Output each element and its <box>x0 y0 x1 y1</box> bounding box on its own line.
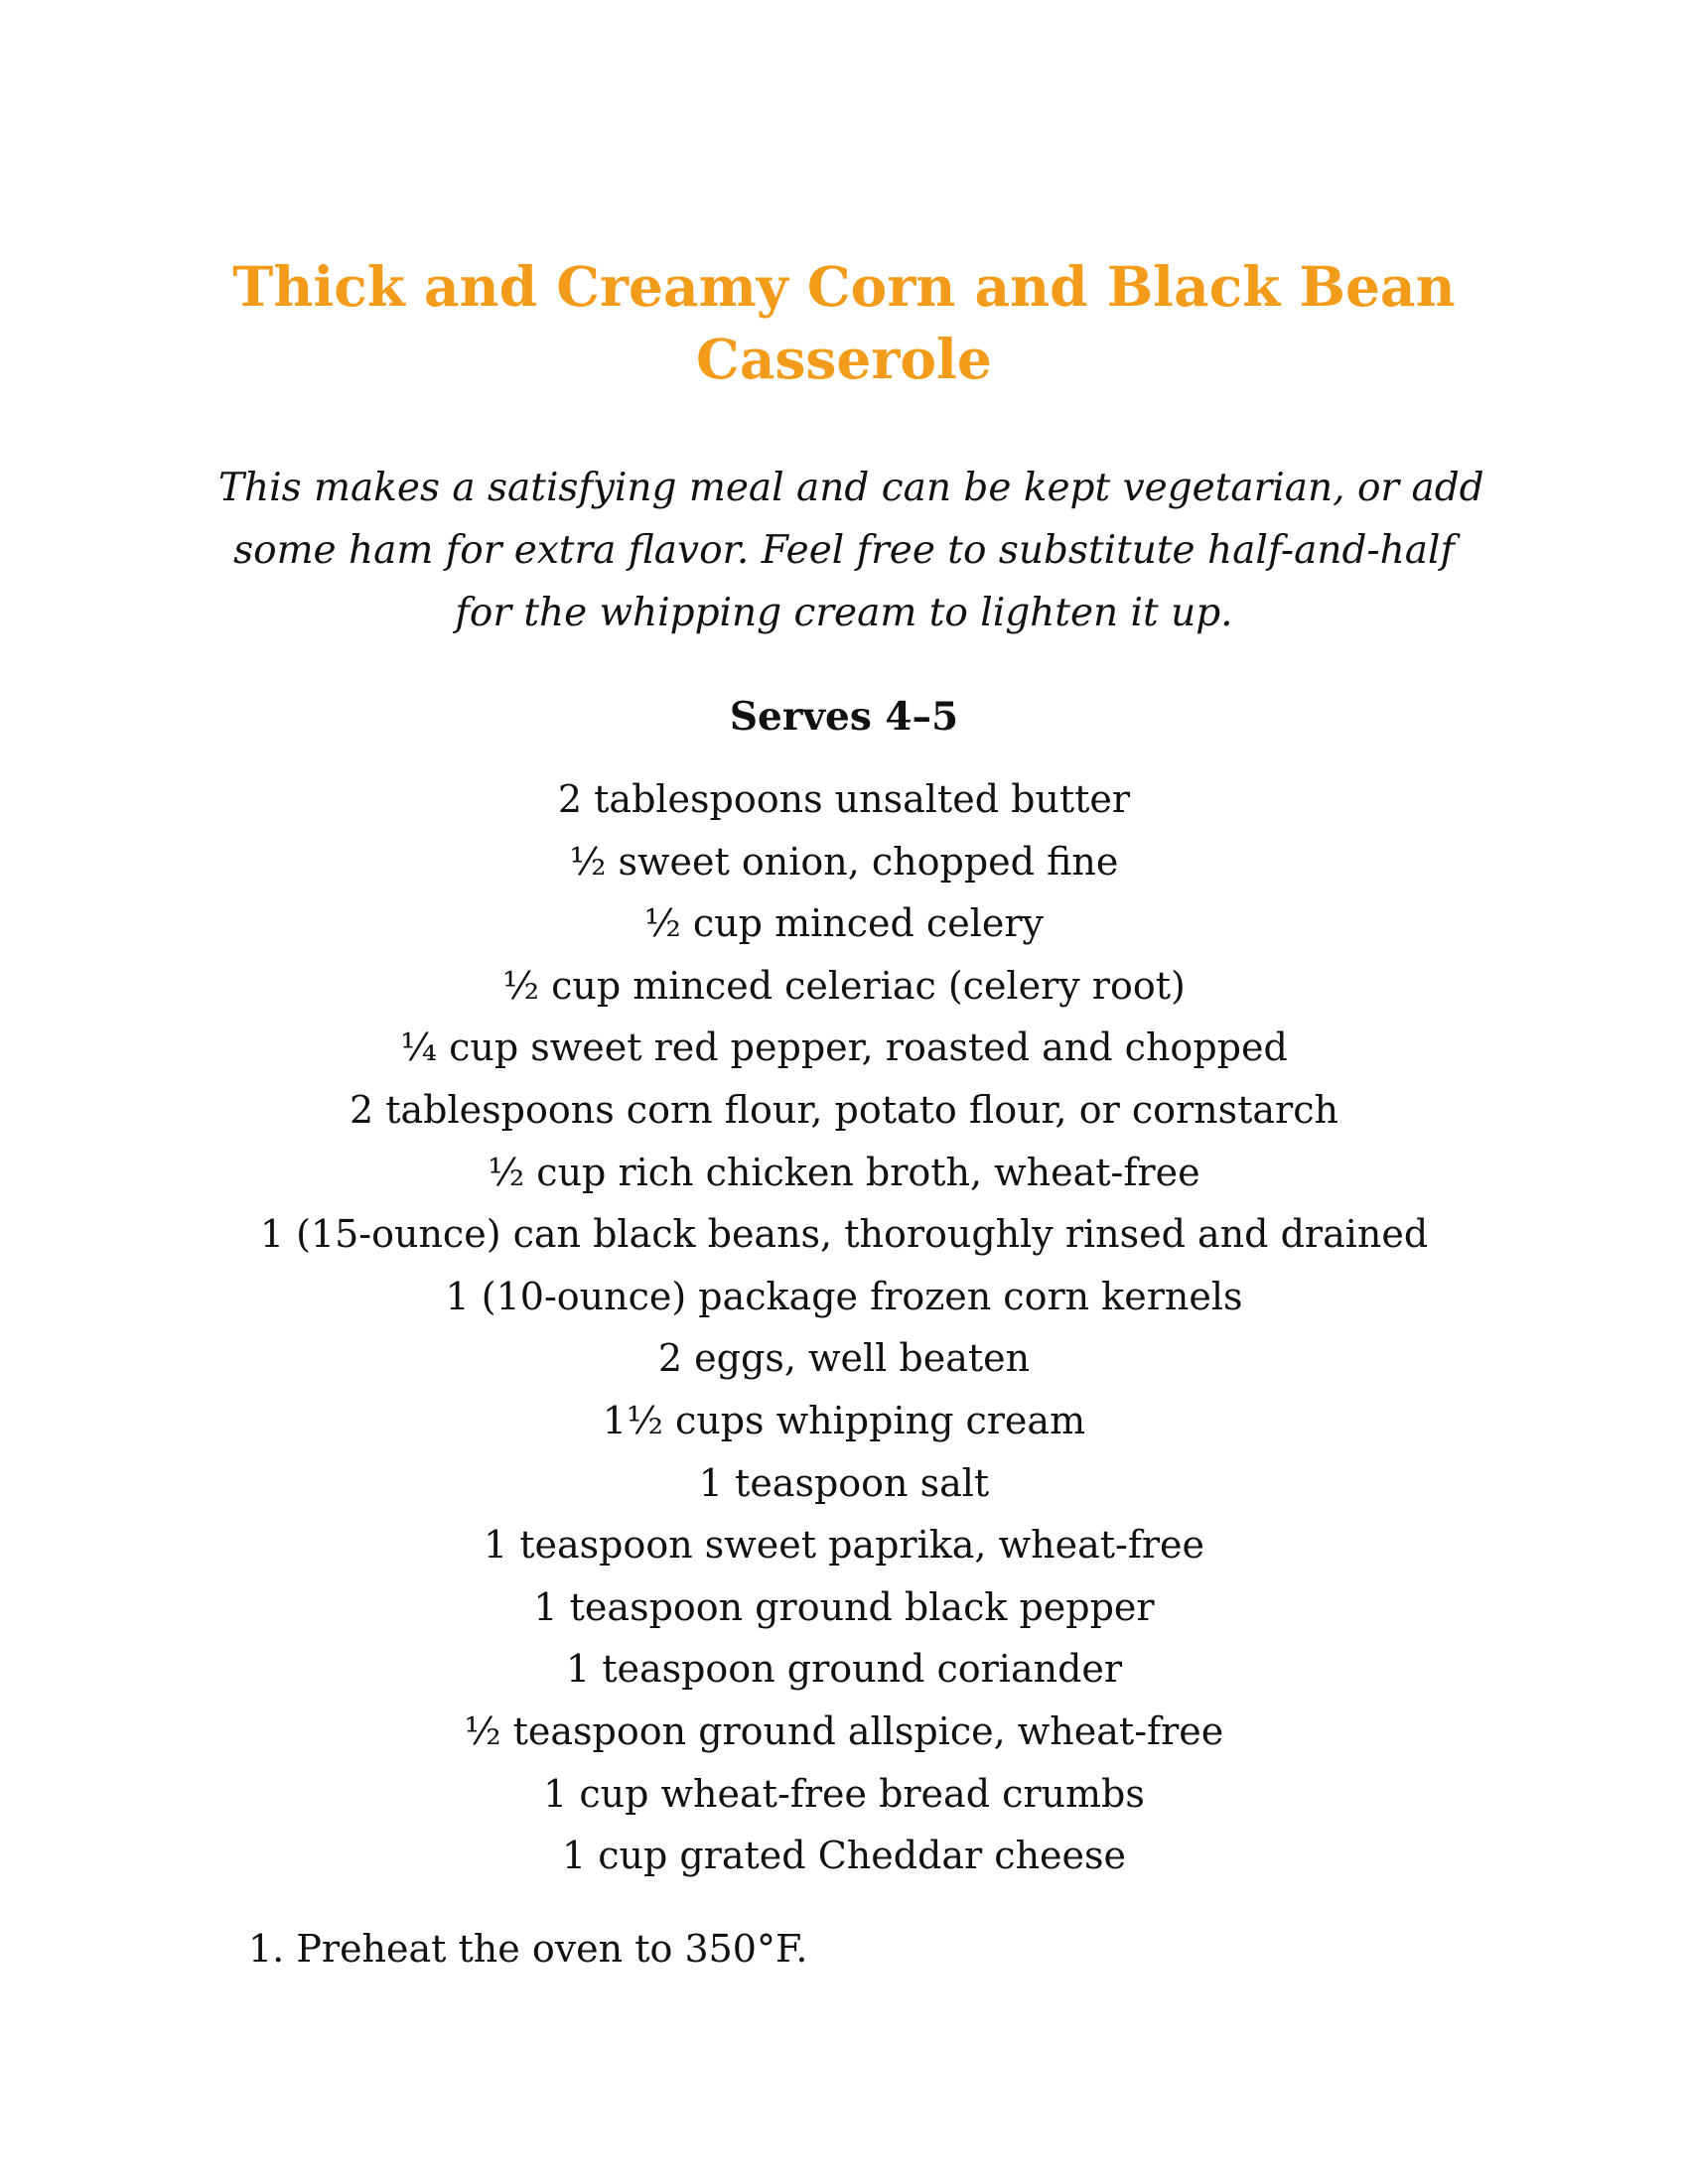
recipe-title-line: Casserole <box>696 327 992 391</box>
recipe-intro-line: for the whipping cream to lighten it up. <box>455 591 1233 635</box>
serves-heading: Serves 4–5 <box>729 694 959 740</box>
ingredient-item: 1 cup grated Cheddar cheese <box>561 1834 1127 1878</box>
ingredient-item: 2 tablespoons corn flour, potato flour, or cornstarch <box>350 1087 1338 1132</box>
ingredient-item: 2 tablespoons unsalted butter <box>557 777 1131 821</box>
ingredient-item: 1 (15-ounce) can black beans, thoroughly rinsed and drained <box>259 1212 1429 1257</box>
ingredient-item: ½ sweet onion, chopped fine <box>569 839 1119 884</box>
ingredient-item: 1 teaspoon ground black pepper <box>533 1584 1155 1629</box>
ingredient-item: 1 teaspoon sweet paprika, wheat-free <box>483 1523 1205 1568</box>
ingredient-item: ½ teaspoon ground allspice, wheat-free <box>464 1708 1224 1753</box>
ingredient-item: 1 teaspoon ground coriander <box>565 1647 1123 1692</box>
recipe-title <box>218 250 1470 395</box>
recipe-intro-line: This makes a satisfying meal and can be kept vegetarian, or add <box>218 466 1484 510</box>
recipe-intro <box>218 457 1484 644</box>
instruction-list <box>248 1918 1470 1979</box>
ingredient-item: ½ cup minced celery <box>644 901 1044 946</box>
ingredient-item: ¼ cup sweet red pepper, roasted and chopped <box>400 1025 1288 1070</box>
ingredient-item: ½ cup minced celeriac (celery root) <box>502 963 1186 1008</box>
instruction-step: 1. Preheat the oven to 350°F. <box>248 1927 808 1971</box>
ingredient-item: 1 (10-ounce) package frozen corn kernels <box>445 1274 1243 1318</box>
recipe-intro-line: some ham for extra flavor. Feel free to substitute half-and-half <box>233 528 1455 573</box>
ingredient-item: 1 cup wheat-free bread crumbs <box>543 1771 1145 1816</box>
ingredient-item: 1 teaspoon salt <box>698 1460 990 1505</box>
ingredient-item: 1½ cups whipping cream <box>602 1398 1086 1442</box>
ingredient-list <box>218 768 1470 1887</box>
ingredient-item: ½ cup rich chicken broth, wheat-free <box>488 1150 1200 1194</box>
ingredient-item: 2 eggs, well beaten <box>657 1336 1031 1381</box>
recipe-title-line: Thick and Creamy Corn and Black Bean <box>232 254 1456 319</box>
